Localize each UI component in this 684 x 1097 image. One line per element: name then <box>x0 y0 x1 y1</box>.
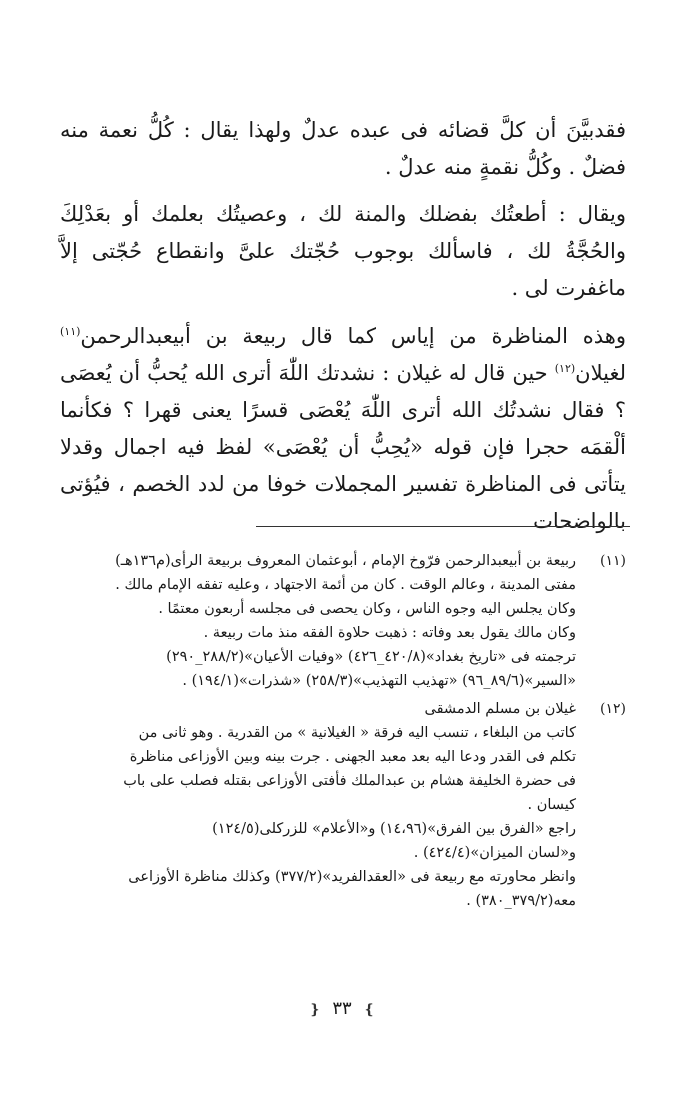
footnote-line: وانظر محاورته مع ربيعة فى «العقدالفريد»(٣٧٧/٢) وكذلك مناظرة الأوزاعى <box>128 869 576 885</box>
footnotes <box>60 549 626 917</box>
page-number: ٣٣ <box>332 998 352 1019</box>
footnote-line: غيلان بن مسلم الدمشقى <box>424 701 576 717</box>
footnote-line: ترجمته فى «تاريخ بغداد»(٤٢٠/٨_٤٢٦) «وفيات الأعيان»(٢٨٨/٢_٢٩٠) <box>166 649 576 665</box>
footnote-11 <box>60 549 626 693</box>
footnote-line: ربيعة بن أبيعبدالرحمن فرّوخ الإمام ، أبوعثمان المعروف بربيعة الرأى(م١٣٦هـ) <box>115 553 576 569</box>
paragraph-3-text-b: لغيلان <box>575 361 626 385</box>
footnote-line: كيسان . <box>527 797 576 813</box>
footnote-line: معه(٣٧٩/٢_٣٨٠) . <box>466 893 576 909</box>
footnote-ref-11[interactable]: (١١) <box>60 325 81 338</box>
footnote-ref-12[interactable]: (١٢) <box>554 362 576 375</box>
body-paragraph-3 <box>60 318 626 540</box>
page-number-footer <box>0 996 684 1023</box>
footnote-line: و«لسان الميزان»(٤٢٤/٤) . <box>413 845 576 861</box>
footnote-number: (١٢) <box>600 701 626 717</box>
footnote-line: مفتى المدينة ، وعالم الوقت . كان من أئمة الاجتهاد ، وعليه تفقه الإمام مالك . <box>115 577 576 593</box>
footnote-line: وكان مالك يقول بعد وفاته : ذهبت حلاوة الفقه منذ مات ربيعة . <box>203 625 576 641</box>
paragraph-3-text-a: وهذه المناظرة من إياس كما قال ربيعة بن أبيعبدالرحمن <box>80 324 626 348</box>
body-paragraph-1: فقدبيَّنَ أن كلَّ قضائه فى عبده عدلٌ ولهذا يقال : كُلُّ نعمة منه فضلٌ . وكُلُّ نقمةٍ منه عدلٌ . <box>60 118 626 179</box>
footnote-line: تكلم فى القدر ودعا اليه بعد معبد الجهنى . جرت بينه وبين الأوزاعى مناظرة <box>129 749 576 765</box>
body-paragraph-2: ويقال : أطعتُك بفضلك والمنة لك ، وعصيتُك بعلمك أو بعَدْلِكَ والحُجَّةُ لك ، فاسألك بوجوب حُجّتك علىَّ وانقطاع حُجّتى إلاَّ ماغفرت لى . <box>60 202 626 300</box>
ornament-left-icon: ❴ <box>308 1002 321 1018</box>
footnote-12 <box>60 697 626 913</box>
ornament-right-icon: ❵ <box>363 1002 376 1018</box>
footnote-separator <box>256 526 630 527</box>
footnote-line: فى حضرة الخليفة هشام بن عبدالملك فأفتى الأوزاعى بقتله فصلب على باب <box>123 773 576 789</box>
paragraph-3-text-c: حين قال له غيلان : نشدتك اللّٰهَ أترى الله يُحبُّ أن يُعصَى ؟ فقال نشدتُك الله أترى اللّٰهَ يُعْصَى قسرًا يعنى قهرا ؟ فكأنما ألْقمَه حجرا فإن قوله «يُحِبُّ أن يُعْصَى» لفظ فيه اجمال وقدلا يتأتى فى المناظرة تفسير المجملات خوفا من لدد الخصم ، فيُؤتى بالواضحات <box>60 361 626 533</box>
footnote-line: وكان يجلس اليه وجوه الناس ، وكان يحصى فى مجلسه أربعون معتمًا . <box>158 601 576 617</box>
footnote-number: (١١) <box>600 553 626 569</box>
footnote-line: «السير»(٨٩/٦_٩٦) «تهذيب التهذيب»(٢٥٨/٣) «شذرات»(١٩٤/١) . <box>182 673 576 689</box>
footnote-line: راجع «الفرق بين الفرق»(١٤،٩٦) و«الأعلام» للزركلى(١٢٤/٥) <box>212 821 576 837</box>
footnote-line: كاتب من البلغاء ، تنسب اليه فرقة « الغيلانية » من القدرية . وهو ثانى من <box>138 725 576 741</box>
